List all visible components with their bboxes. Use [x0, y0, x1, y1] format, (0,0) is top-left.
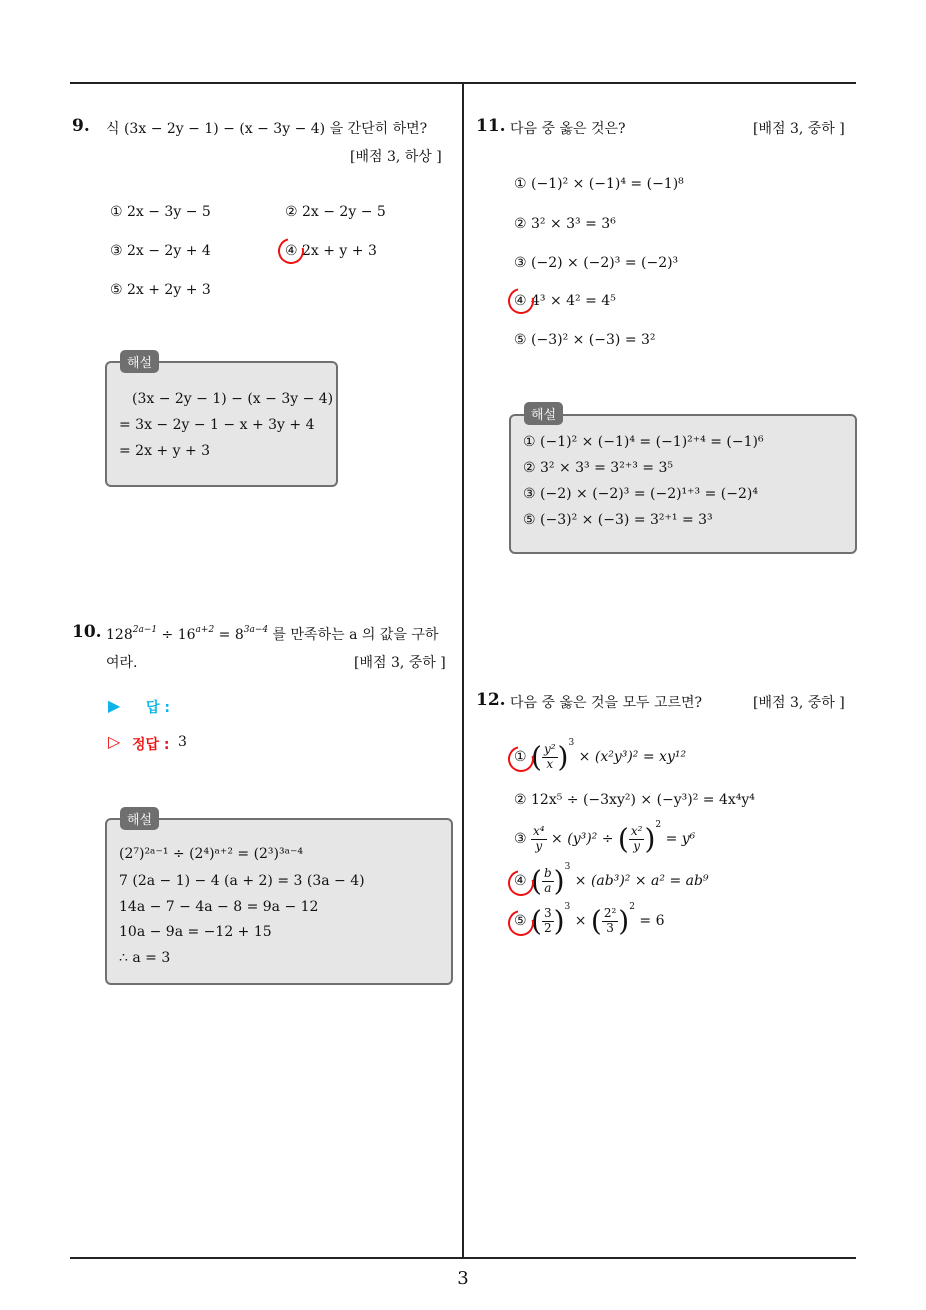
- option-4[interactable]: ④ 4³ × 4² = 4⁵: [514, 293, 616, 309]
- option-5[interactable]: ⑤ (−3)² × (−3) = 3²: [514, 332, 656, 348]
- fraction: $\frac{3}{2}$: [543, 906, 552, 935]
- option-expression: = y⁶: [665, 831, 696, 847]
- score-meta: [배점 3, 중하 ]: [753, 695, 845, 711]
- score-meta: [배점 3, 중하 ]: [753, 121, 845, 137]
- solution-line: (3x − 2y − 1) − (x − 3y − 4): [132, 391, 334, 407]
- solution-line: = 3x − 2y − 1 − x + 3y + 4: [119, 417, 315, 433]
- expr-exp: 2a−1: [132, 625, 158, 635]
- option-3[interactable]: ③ 2x − 2y + 4: [110, 243, 211, 259]
- score-meta: [배점 3, 하상 ]: [350, 149, 442, 165]
- option-1[interactable]: ① (−1)² × (−1)⁴ = (−1)⁸: [514, 176, 684, 192]
- fraction: $\frac{b}{a}$: [543, 866, 552, 895]
- solution-line: ② 3² × 3³ = 3²⁺³ = 3⁵: [523, 460, 673, 476]
- correct-label: 정답 :: [132, 737, 170, 753]
- option-2[interactable]: ② 2x − 2y − 5: [285, 204, 386, 220]
- option-1[interactable]: ① 2x − 3y − 5: [110, 204, 211, 220]
- solution-line: = 2x + y + 3: [119, 443, 211, 459]
- solution-tag: 해설: [524, 402, 563, 425]
- solution-box: [509, 414, 857, 554]
- solution-line: 7 (2a − 1) − 4 (a + 2) = 3 (3a − 4): [119, 873, 365, 889]
- question-number: 11.: [476, 116, 506, 136]
- solution-tag: 해설: [120, 807, 159, 830]
- option-mark: ⑤: [514, 913, 527, 929]
- fraction: $\frac{\text{y²}}{x}$: [543, 742, 556, 771]
- question-number: 10.: [72, 622, 102, 642]
- option-expression: × (ab³)² × a² = ab⁹: [574, 873, 709, 889]
- option-4[interactable]: ④ ( $\frac{b}{a}$ )$^3$ × (ab³)² × a² = ab⁹: [514, 862, 709, 898]
- expr-exp: a+2: [195, 625, 215, 635]
- solution-line: 10a − 9a = −12 + 15: [119, 924, 272, 940]
- expr-exp: 3a−4: [243, 625, 269, 635]
- bottom-rule: [70, 1257, 856, 1259]
- correct-arrow-icon: ▷: [108, 732, 121, 751]
- option-mark: ①: [514, 749, 527, 765]
- expr-base-8: = 8: [214, 627, 244, 643]
- solution-line: 14a − 7 − 4a − 8 = 9a − 12: [119, 899, 319, 915]
- question-number: 12.: [476, 690, 506, 710]
- fraction: $\frac{\text{x²}}{y}$: [630, 824, 643, 853]
- option-2[interactable]: ② 12x⁵ ÷ (−3xy²) × (−y³)² = 4x⁴y⁴: [514, 792, 755, 808]
- option-1[interactable]: ① ( $\frac{\text{y²}}{x}$ )$^3$ × (x²y³)² = xy¹²: [514, 738, 687, 774]
- option-mark: ③: [514, 831, 527, 847]
- question-text: 식 (3x − 2y − 1) − (x − 3y − 4) 을 간단히 하면?: [106, 121, 428, 137]
- option-3[interactable]: ③ $\frac{\text{x⁴}}{y}$ × (y³)² ÷ ( $\frac{\text{x²}}{y}$ )$^2$ = y⁶: [514, 820, 696, 856]
- solution-line: ⑤ (−3)² × (−3) = 3²⁺¹ = 3³: [523, 512, 713, 528]
- solution-box: [105, 361, 338, 487]
- option-expression: = 6: [639, 913, 665, 929]
- solution-tag: 해설: [120, 350, 159, 373]
- expr-tail: 를 만족하는 a 의 값을 구하: [268, 627, 439, 643]
- question-text: [106, 624, 438, 644]
- score-meta: [배점 3, 중하 ]: [354, 655, 446, 671]
- option-2[interactable]: ② 3² × 3³ = 3⁶: [514, 216, 616, 232]
- question-number: 9.: [72, 116, 90, 136]
- solution-box: [105, 818, 453, 985]
- expr-base-128: 128: [106, 627, 133, 643]
- question-text: 다음 중 옳은 것을 모두 고르면?: [510, 695, 703, 711]
- solution-line: ∴ a = 3: [119, 950, 171, 966]
- solution-line: (2⁷)²ᵃ⁻¹ ÷ (2⁴)ᵃ⁺² = (2³)³ᵃ⁻⁴: [119, 846, 304, 862]
- page-number: 3: [457, 1268, 469, 1289]
- answer-arrow-icon: ▶: [108, 696, 121, 715]
- answer-circle-mark: [273, 233, 309, 269]
- option-mark: ④: [514, 873, 527, 889]
- fraction: $\frac{\text{x⁴}}{y}$: [533, 824, 545, 853]
- option-5[interactable]: ⑤ 2x + 2y + 3: [110, 282, 211, 298]
- column-divider: [462, 83, 464, 1258]
- answer-label: 답 :: [146, 700, 170, 716]
- solution-line: ③ (−2) × (−2)³ = (−2)¹⁺³ = (−2)⁴: [523, 486, 758, 502]
- correct-value: 3: [178, 734, 187, 750]
- fraction: $\frac{\text{2²}}{3}$: [603, 906, 617, 935]
- expr-base-16: ÷ 16: [157, 627, 196, 643]
- option-4[interactable]: ④ 2x + y + 3: [285, 243, 377, 259]
- answer-circle-mark: [503, 283, 539, 319]
- option-3[interactable]: ③ (−2) × (−2)³ = (−2)³: [514, 255, 679, 271]
- question-text: 다음 중 옳은 것은?: [510, 121, 626, 137]
- option-expression: × (x²y³)² = xy¹²: [578, 749, 687, 765]
- solution-line: ① (−1)² × (−1)⁴ = (−1)²⁺⁴ = (−1)⁶: [523, 434, 764, 450]
- option-5[interactable]: ⑤ ( $\frac{3}{2}$ )$^3$ × ( $\frac{\text{2²}}{3}$ )$^2$ = 6: [514, 902, 665, 938]
- question-text-line2: 여라.: [106, 655, 138, 671]
